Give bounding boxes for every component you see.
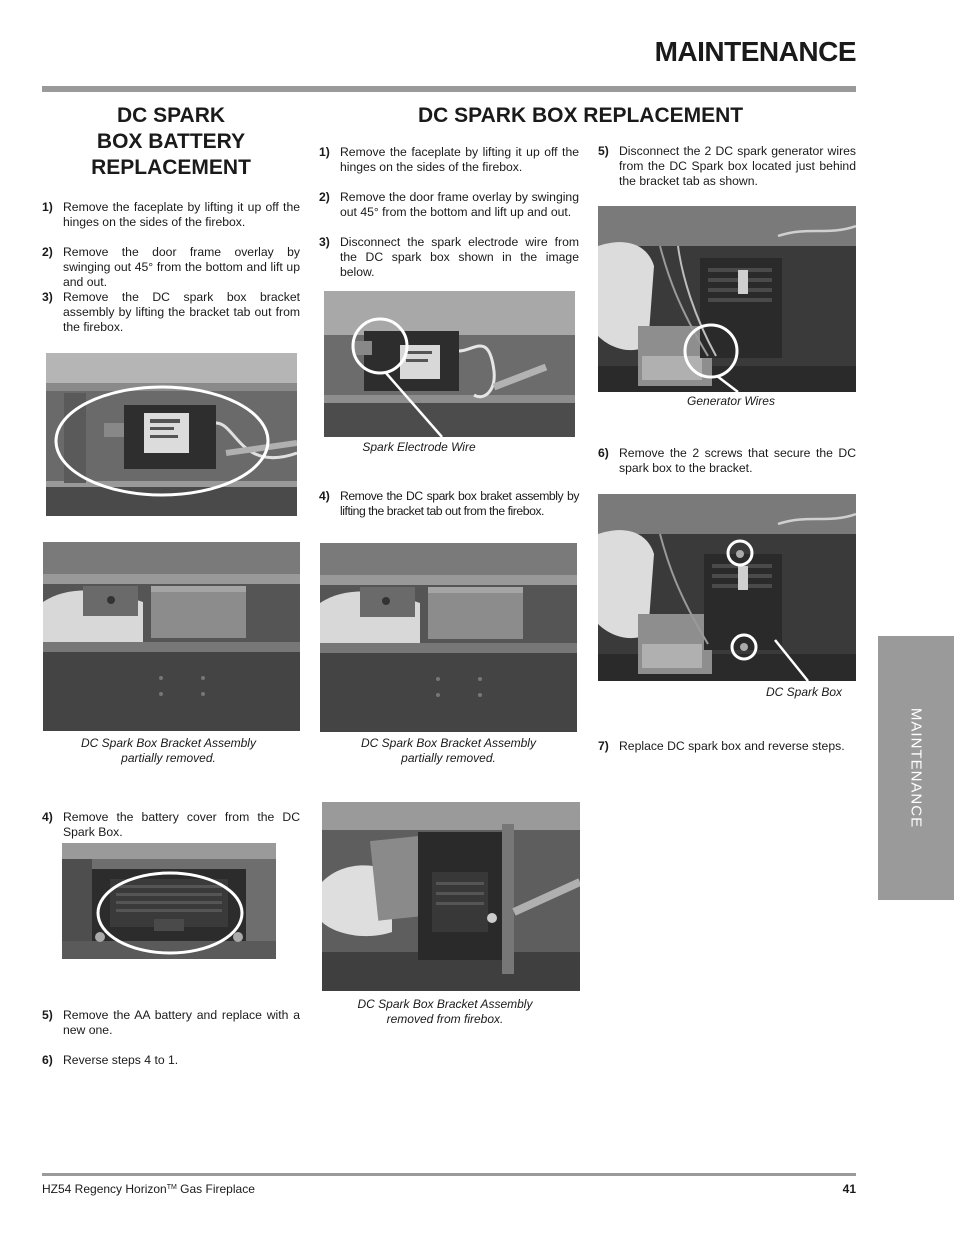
- step-text: Disconnect the 2 DC spark generator wires from the DC Spark box located just behind the bracket tab as shown.: [619, 144, 856, 188]
- step-text: Reverse steps 4 to 1.: [63, 1053, 179, 1067]
- caption-spark-electrode: Spark Electrode Wire: [362, 440, 476, 454]
- step-number: 3): [42, 290, 53, 304]
- step-number: 5): [42, 1008, 53, 1022]
- page-title: MAINTENANCE: [654, 36, 856, 67]
- step-number: 7): [598, 739, 609, 753]
- caption-line: DC Spark Box Bracket Assembly: [361, 736, 536, 750]
- section-heading-replacement: DC SPARK BOX REPLACEMENT: [418, 104, 744, 127]
- step-number: 1): [319, 145, 330, 159]
- step-number: 3): [319, 235, 330, 249]
- heading-line: BOX BATTERY: [96, 130, 246, 153]
- caption-line: DC Spark Box Bracket Assembly: [81, 736, 256, 750]
- footer-product-name: [42, 1182, 255, 1196]
- step-text: Remove the faceplate by lifting it up off the hinges on the sides of the firebox.: [63, 200, 300, 229]
- step-item: [319, 145, 579, 175]
- step-number: 2): [319, 190, 330, 204]
- step-item: [42, 1008, 300, 1038]
- caption-dc-spark-box: DC Spark Box: [765, 685, 843, 699]
- photo-illustration: [598, 206, 856, 392]
- photo-bracket-removed: [322, 802, 580, 991]
- photo-battery-cover: [62, 843, 276, 959]
- step-text: Remove the DC spark box bracket assembly by lifting the bracket tab out from the firebox.: [63, 290, 300, 334]
- step-text: Remove the door frame overlay by swinging out 45° from the bottom and lift up and out.: [63, 245, 300, 289]
- photo-illustration: [598, 494, 856, 681]
- step-text: Remove the battery cover from the DC Spark Box.: [63, 810, 300, 839]
- step-item: [42, 810, 300, 840]
- heading-line: DC SPARK: [116, 104, 226, 127]
- step-item: [42, 1053, 300, 1068]
- heading-line: REPLACEMENT: [91, 156, 251, 179]
- step-number: 4): [319, 489, 330, 503]
- step-text: Remove the door frame overlay by swinging out 45° from the bottom and lift up and out.: [340, 190, 579, 219]
- photo-bracket-partially-removed-2: [320, 543, 577, 732]
- step-text: Remove the AA battery and replace with a new one.: [63, 1008, 300, 1037]
- step-item: [42, 290, 300, 335]
- section-side-tab: [878, 636, 954, 900]
- step-text: Remove the 2 screws that secure the DC spark box to the bracket.: [619, 446, 856, 475]
- step-text: Remove the faceplate by lifting it up off the hinges on the sides of the firebox.: [340, 145, 579, 174]
- step-text: Replace DC spark box and reverse steps.: [619, 739, 845, 753]
- photo-illustration: [320, 543, 577, 732]
- page-number: 41: [842, 1182, 856, 1196]
- photo-illustration: [324, 291, 575, 437]
- footer-product: Gas Fireplace: [176, 1182, 255, 1196]
- caption-bracket-partial-middle: [320, 736, 577, 766]
- photo-bracket-partially-removed: [43, 542, 300, 731]
- photo-spark-electrode-wire: [324, 291, 575, 437]
- step-number: 6): [42, 1053, 53, 1067]
- step-number: 1): [42, 200, 53, 214]
- caption-line: partially removed.: [121, 751, 216, 765]
- step-item: [598, 144, 856, 189]
- trademark-mark: TM: [166, 1184, 177, 1191]
- photo-generator-wires: [598, 206, 856, 392]
- caption-generator-wires: Generator Wires: [687, 394, 775, 408]
- step-item: [598, 446, 856, 476]
- step-number: 4): [42, 810, 53, 824]
- footer-divider: [42, 1173, 856, 1176]
- photo-illustration: [62, 843, 276, 959]
- step-item: [319, 190, 579, 220]
- caption-line: DC Spark Box Bracket Assembly: [357, 997, 533, 1011]
- photo-dc-spark-box-screws: [598, 494, 856, 681]
- footer-model: HZ54 Regency Horizon: [42, 1182, 167, 1196]
- step-text: Disconnect the spark electrode wire from the DC spark box shown in the image below.: [340, 235, 579, 279]
- side-tab-label: MAINTENANCE: [907, 707, 925, 829]
- step-number: 2): [42, 245, 53, 259]
- step-text: Remove the DC spark box braket assembly by lifting the bracket tab out from the firebox.: [340, 489, 579, 518]
- section-heading-battery: [42, 103, 300, 181]
- step-number: 6): [598, 446, 609, 460]
- photo-illustration: [43, 542, 300, 731]
- step-item: [319, 235, 579, 280]
- photo-illustration: [322, 802, 580, 991]
- photo-illustration: [46, 353, 297, 516]
- step-item: [598, 739, 856, 754]
- caption-bracket-removed: [322, 997, 568, 1027]
- step-item: [42, 245, 300, 290]
- caption-line: removed from firebox.: [386, 1012, 504, 1026]
- step-number: 5): [598, 144, 609, 158]
- step-item: [42, 200, 300, 230]
- step-item: [319, 489, 579, 519]
- caption-bracket-partial-left: [43, 736, 294, 766]
- photo-spark-box-bracket: [46, 353, 297, 516]
- caption-line: partially removed.: [401, 751, 496, 765]
- header-divider: [42, 86, 856, 92]
